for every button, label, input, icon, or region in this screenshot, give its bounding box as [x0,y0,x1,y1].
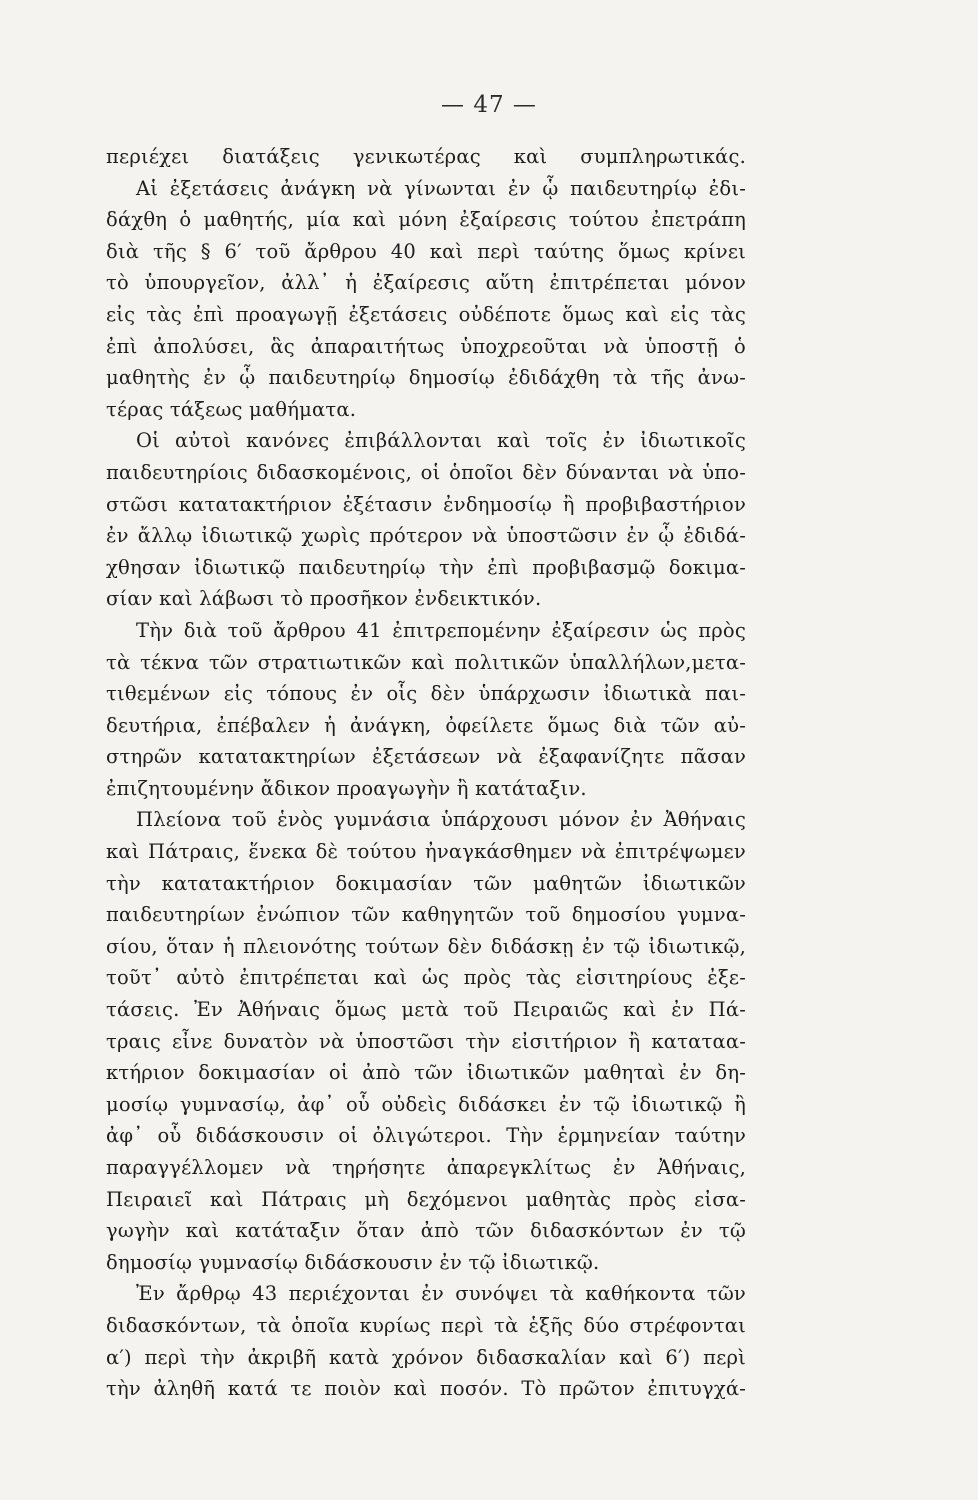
text-line: δευτήρια, ἐπέβαλεν ἡ ἀνάγκη, ὀφείλετε ὅμως διὰ τῶν αὐ- [106,713,746,737]
text-line: Τὴν διὰ τοῦ ἄρθρου 41 ἐπιτρεπομένην ἐξαίρεσιν ὡς πρὸς [136,618,746,642]
text-line: σίαν καὶ λάβωσι τὸ προσῆκον ἐνδεικτικόν. [106,587,542,611]
page-number: — 47 — [441,92,537,118]
text-line: ἐπὶ ἀπολύσει, ἃς ἀπαραιτήτως ὑποχρεοῦται νὰ ὑποστῇ ὁ [106,334,746,358]
text-line: τάσεις. Ἐν Ἀθήναις ὅμως μετὰ τοῦ Πειραιῶς καὶ ἐν Πά- [106,998,746,1022]
text-line: Αἱ ἐξετάσεις ἀνάγκη νὰ γίνωνται ἐν ᾧ παιδευτηρίῳ ἐδι- [136,176,746,200]
text-line: χθησαν ἰδιωτικῷ παιδευτηρίῳ τὴν ἐπὶ προβιβασμῷ δοκιμα- [106,555,746,579]
text-line: δημοσίῳ γυμνασίῳ διδάσκουσιν ἐν τῷ ἰδιωτικῷ. [106,1250,600,1274]
text-line: τέρας τάξεως μαθήματα. [106,397,357,421]
text-line: περιέχει διατάξεις γενικωτέρας καὶ συμπληρωτικάς. [106,145,746,168]
text-line: μοσίῳ γυμνασίῳ, ἀφ᾽ οὗ οὐδεὶς διδάσκει ἐν τῷ ἰδιωτικῷ ἢ [106,1092,746,1116]
text-line: διδασκόντων, τὰ ὁποῖα κυρίως περὶ τὰ ἑξῆς δύο στρέφονται [106,1313,746,1337]
text-line: παιδευτηρίων ἐνώπιον τῶν καθηγητῶν τοῦ δημοσίου γυμνα- [106,903,746,927]
text-line: στηρῶν κατατακτηρίων ἐξετάσεων νὰ ἐξαφανίζητε πᾶσαν [106,745,746,769]
text-line: γωγὴν καὶ κατάταξιν ὅταν ἀπὸ τῶν διδασκόντων ἐν τῷ [106,1219,746,1243]
text-line: μαθητὴς ἐν ᾧ παιδευτηρίῳ δημοσίῳ ἐδιδάχθη τὰ τῆς ἀνω- [106,366,746,390]
text-line: παραγγέλλομεν νὰ τηρήσητε ἀπαρεγκλίτως ἐν Ἀθήναις, [106,1156,746,1179]
text-line: α′) περὶ τὴν ἀκριβῆ κατὰ χρόνον διδασκαλίαν καὶ 6′) περὶ [106,1345,746,1369]
text-line: τραις εἶνε δυνατὸν νὰ ὑποστῶσι τὴν εἰσιτήριον ἢ καταταα- [106,1029,746,1053]
text-line: ἐν ἄλλῳ ἰδιωτικῷ χωρὶς πρότερον νὰ ὑποστῶσιν ἐν ᾧ ἐδιδά- [106,524,746,548]
text-line: τὸ ὑπουργεῖον, ἀλλ᾽ ἡ ἐξαίρεσις αὕτη ἐπιτρέπεται μόνον [106,271,746,295]
text-line: Πλείονα τοῦ ἑνὸς γυμνάσια ὑπάρχουσι μόνον ἐν Ἀθήναις [136,808,746,832]
text-line: διὰ τῆς § 6′ τοῦ ἄρθρου 40 καὶ περὶ ταύτης ὅμως κρίνει [106,239,746,263]
text-line: Ἐν ἄρθρῳ 43 περιέχονται ἐν συνόψει τὰ καθήκοντα τῶν [136,1282,746,1306]
text-line: κτήριον δοκιμασίαν οἱ ἀπὸ τῶν ἰδιωτικῶν μαθηταὶ ἐν δη- [106,1061,746,1085]
text-line: Οἱ αὐτοὶ κανόνες ἐπιβάλλονται καὶ τοῖς ἐν ἰδιωτικοῖς [136,429,746,453]
text-line: δάχθη ὁ μαθητής, μία καὶ μόνη ἐξαίρεσις τούτου ἐπετράπη [106,208,746,232]
text-line: τὴν κατατακτήριον δοκιμασίαν τῶν μαθητῶν ἰδιωτικῶν [106,871,746,895]
text-line: τιθεμένων εἰς τόπους ἐν οἷς δὲν ὑπάρχωσιν ἰδιωτικὰ παι- [106,682,746,706]
text-line: Πειραιεῖ καὶ Πάτραις μὴ δεχόμενοι μαθητὰς πρὸς εἰσα- [106,1187,746,1211]
text-line: ἀφ᾽ οὗ διδάσκουσιν οἱ ὀλιγώτεροι. Τὴν ἑρμηνείαν ταύτην [106,1124,746,1148]
text-line: σίου, ὅταν ἡ πλειονότης τούτων δὲν διδάσκῃ ἐν τῷ ἰδιωτικῷ, [106,934,746,958]
text-line: στῶσι κατατακτήριον ἐξέτασιν ἐνδημοσίῳ ἢ προβιβαστήριον [106,492,746,516]
text-line: τὰ τέκνα τῶν στρατιωτικῶν καὶ πολιτικῶν ὑπαλλήλων,μετα- [106,650,746,674]
text-line: καὶ Πάτραις, ἕνεκα δὲ τούτου ἠναγκάσθημεν νὰ ἐπιτρέψωμεν [106,840,746,864]
text-line: τοῦτ᾽ αὐτὸ ἐπιτρέπεται καὶ ὡς πρὸς τὰς εἰσιτηρίους ἐξε- [106,966,746,990]
text-line: εἰς τὰς ἐπὶ προαγωγῇ ἐξετάσεις οὐδέποτε ὅμως καὶ εἰς τὰς [106,302,746,326]
text-line: τὴν ἀληθῆ κατά τε ποιὸν καὶ ποσόν. Τὸ πρῶτον ἐπιτυγχά- [106,1377,746,1401]
text-line: παιδευτηρίοις διδασκομένοις, οἱ ὁποῖοι δὲν δύνανται νὰ ὑπο- [106,460,746,484]
body-text [106,141,746,1405]
text-line: ἐπιζητουμένην ἄδικον προαγωγὴν ἢ κατάταξιν. [106,776,587,800]
